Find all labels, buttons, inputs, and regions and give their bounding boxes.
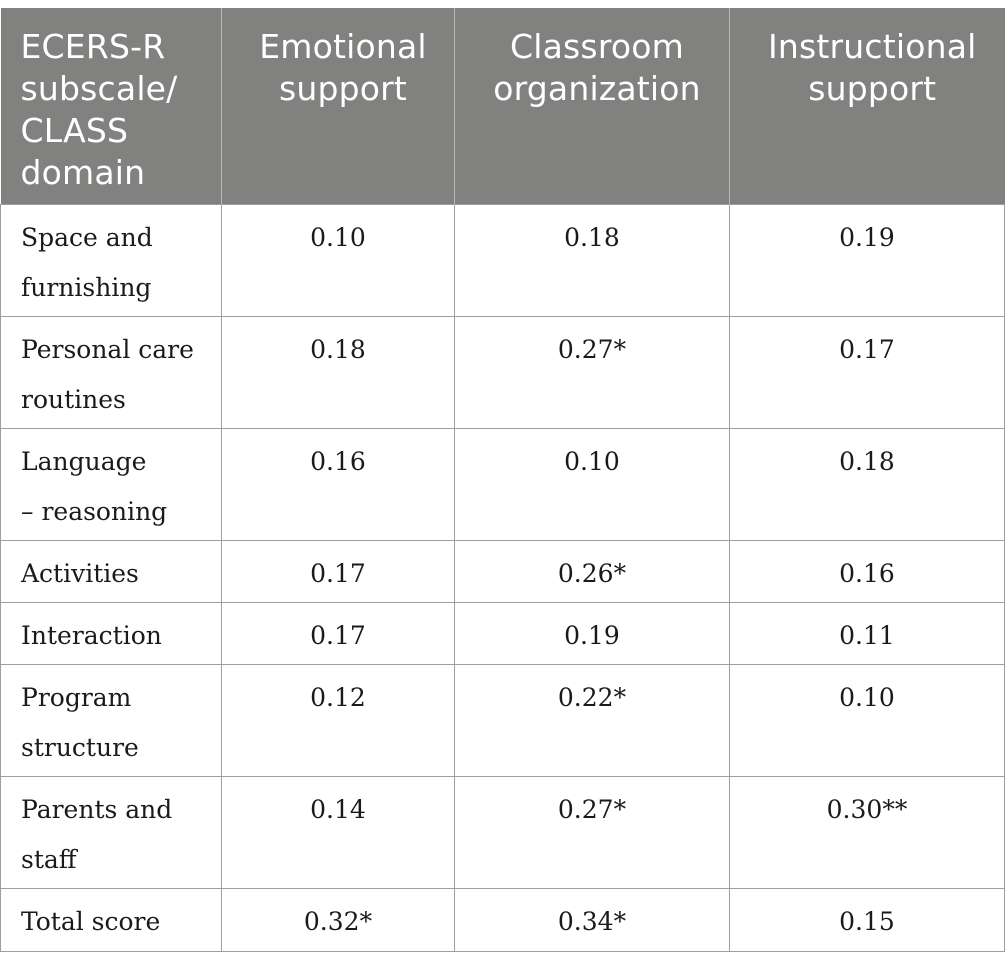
row-label (1, 889, 222, 952)
table-row (1, 317, 1005, 429)
row-label (1, 603, 222, 665)
row-label (1, 317, 222, 429)
cell-instructional: 0.19 (730, 205, 1005, 317)
cell-instructional: 0.10 (730, 665, 1005, 777)
header-row (1, 8, 1005, 205)
cell-emotional: 0.17 (222, 603, 455, 665)
cell-organization: 0.26* (455, 541, 730, 603)
cell-instructional: 0.18 (730, 429, 1005, 541)
header-subscale-domain (1, 8, 222, 205)
row-label-line: Total score (21, 907, 161, 936)
cell-instructional: 0.11 (730, 603, 1005, 665)
header-line: organization (493, 69, 701, 108)
cell-instructional: 0.17 (730, 317, 1005, 429)
header-line: domain (20, 153, 146, 192)
row-label-line: Activities (21, 559, 139, 588)
header-line: support (808, 69, 937, 108)
table-body (1, 205, 1005, 952)
header-line: Classroom (510, 27, 684, 66)
row-label-line: structure (21, 733, 139, 762)
cell-organization: 0.27* (455, 317, 730, 429)
table-header (1, 8, 1005, 205)
cell-organization: 0.22* (455, 665, 730, 777)
row-label-line: routines (21, 385, 126, 414)
cell-organization: 0.18 (455, 205, 730, 317)
header-line: ECERS-R (20, 27, 166, 66)
header-line: Instructional (767, 27, 977, 66)
row-label-line: furnishing (21, 273, 152, 302)
row-label (1, 777, 222, 889)
row-label (1, 665, 222, 777)
cell-emotional: 0.14 (222, 777, 455, 889)
header-line: support (278, 69, 408, 108)
cell-organization: 0.34* (455, 889, 730, 952)
cell-instructional: 0.15 (730, 889, 1005, 952)
table-row (1, 665, 1005, 777)
cell-organization: 0.10 (455, 429, 730, 541)
table-row (1, 541, 1005, 603)
row-label-line: Space and (21, 223, 153, 252)
cell-emotional: 0.18 (222, 317, 455, 429)
cell-organization: 0.19 (455, 603, 730, 665)
cell-instructional: 0.16 (730, 541, 1005, 603)
correlation-table-container (0, 8, 1005, 952)
header-line: Emotional (259, 27, 427, 66)
row-label-line: Personal care (21, 335, 194, 364)
cell-organization: 0.27* (455, 777, 730, 889)
header-classroom-organization (455, 8, 730, 205)
cell-emotional: 0.17 (222, 541, 455, 603)
row-label-line: Language (21, 447, 147, 476)
header-instructional-support (730, 8, 1005, 205)
cell-emotional: 0.10 (222, 205, 455, 317)
row-label (1, 205, 222, 317)
row-label-line: – reasoning (21, 497, 168, 526)
cell-emotional: 0.32* (222, 889, 455, 952)
header-emotional-support (222, 8, 455, 205)
cell-instructional: 0.30** (730, 777, 1005, 889)
cell-emotional: 0.16 (222, 429, 455, 541)
table-row (1, 205, 1005, 317)
row-label-line: Interaction (21, 621, 162, 650)
table-row (1, 889, 1005, 952)
header-line: subscale/ (20, 69, 178, 108)
row-label (1, 541, 222, 603)
row-label-line: Parents and (21, 795, 173, 824)
table-row (1, 603, 1005, 665)
correlation-table (0, 8, 1005, 952)
table-row (1, 429, 1005, 541)
row-label (1, 429, 222, 541)
header-line: CLASS (20, 111, 129, 150)
row-label-line: Program (21, 683, 132, 712)
table-row (1, 777, 1005, 889)
cell-emotional: 0.12 (222, 665, 455, 777)
row-label-line: staff (21, 845, 77, 874)
